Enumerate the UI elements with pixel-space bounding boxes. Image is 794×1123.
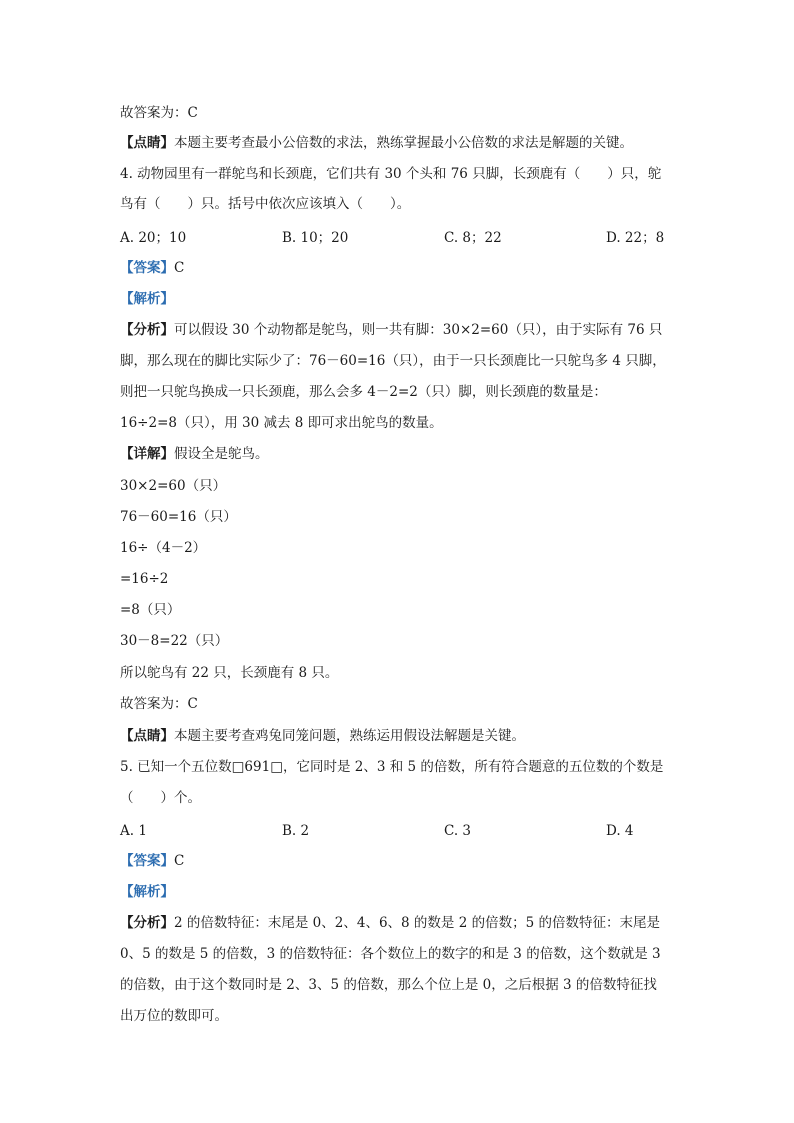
- q4-step: =16÷2: [120, 571, 169, 587]
- q4-detail: [120, 445, 684, 463]
- detail-intro: 假设全是鸵鸟。: [174, 446, 269, 462]
- q4-fenxi-line2: 脚，那么现在的脚比实际少了：76－60=16（只），由于一只长颈鹿比一只鸵鸟多 4 只脚，: [120, 353, 666, 369]
- q5-fenxi-line1: [120, 914, 684, 932]
- q4-conclusion: 所以鸵鸟有 22 只，长颈鹿有 8 只。: [120, 665, 339, 681]
- q4-stem-line1: 4. 动物园里有一群鸵鸟和长颈鹿，它们共有 30 个头和 76 只脚，长颈鹿有（ ）只，鸵: [120, 166, 662, 182]
- tip-text: 本题主要考查鸡兔同笼问题，熟练运用假设法解题是关键。: [174, 728, 525, 744]
- q3-tip: [120, 134, 684, 152]
- q4-analysis-tag: 【解析】: [120, 291, 174, 307]
- q4-fenxi-line3: 则把一只鸵鸟换成一只长颈鹿，那么会多 4－2=2（只）脚，则长颈鹿的数量是：: [120, 384, 607, 400]
- q5-option-c: C. 3: [444, 823, 472, 839]
- fenxi-tag: 【分析】: [120, 915, 174, 931]
- q5-option-a: A. 1: [120, 823, 147, 839]
- q5-answer: [120, 852, 684, 870]
- q4-option-c: C. 8；22: [444, 230, 502, 246]
- q5-fenxi-line3: 的倍数，由于这个数同时是 2、3、5 的倍数，那么个位上是 0，之后根据 3 的倍数特征找: [120, 977, 657, 993]
- tip-tag: 【点睛】: [120, 728, 174, 744]
- q5-stem-line2: （ ）个。: [120, 790, 201, 806]
- q4-fenxi-line1: [120, 321, 684, 339]
- q4-stem-line2: 鸟有（ ）只。括号中依次应该填入（ ）。: [120, 196, 411, 212]
- fenxi-tag: 【分析】: [120, 322, 174, 338]
- q4-step: 30－8=22（只）: [120, 633, 229, 649]
- q4-step: 16÷（4－2）: [120, 540, 207, 556]
- q4-tip: [120, 727, 684, 745]
- tip-tag: 【点睛】: [120, 135, 174, 151]
- q4-step: 30×2=60（只）: [120, 478, 227, 494]
- fenxi-text: 2 的倍数特征：末尾是 0、2、4、6、8 的数是 2 的倍数；5 的倍数特征：末尾是: [174, 915, 660, 931]
- q5-option-d: D. 4: [606, 823, 634, 839]
- answer-value: C: [174, 260, 185, 276]
- q4-step: =8（只）: [120, 602, 181, 618]
- answer-tag: 【答案】: [120, 260, 174, 276]
- q4-fenxi-line4: 16÷2=8（只），用 30 减去 8 即可求出鸵鸟的数量。: [120, 415, 443, 431]
- q5-fenxi-line4: 出万位的数即可。: [120, 1008, 228, 1024]
- q5-stem-line1: 5. 已知一个五位数□691□，它同时是 2、3 和 5 的倍数，所有符合题意的五位数的个数是: [120, 759, 664, 775]
- tip-text: 本题主要考查最小公倍数的求法，熟练掌握最小公倍数的求法是解题的关键。: [174, 135, 633, 151]
- q5-option-b: B. 2: [282, 823, 310, 839]
- q4-final-answer: 故答案为：C: [120, 696, 198, 712]
- q4-option-b: B. 10；20: [282, 230, 349, 246]
- fenxi-text: 可以假设 30 个动物都是鸵鸟，则一共有脚：30×2=60（只），由于实际有 76 只: [174, 322, 663, 338]
- q3-answer-line: 故答案为：C: [120, 105, 198, 121]
- answer-tag: 【答案】: [120, 853, 174, 869]
- answer-value: C: [174, 853, 185, 869]
- detail-tag: 【详解】: [120, 446, 174, 462]
- q5-analysis-tag: 【解析】: [120, 884, 174, 900]
- q4-option-d: D. 22；8: [606, 230, 665, 246]
- q4-option-a: A. 20；10: [120, 230, 187, 246]
- q4-step: 76－60=16（只）: [120, 509, 237, 525]
- q5-fenxi-line2: 0、5 的数是 5 的倍数，3 的倍数特征：各个数位上的数字的和是 3 的倍数，这个数就是 3: [120, 946, 661, 962]
- q4-answer: [120, 259, 684, 277]
